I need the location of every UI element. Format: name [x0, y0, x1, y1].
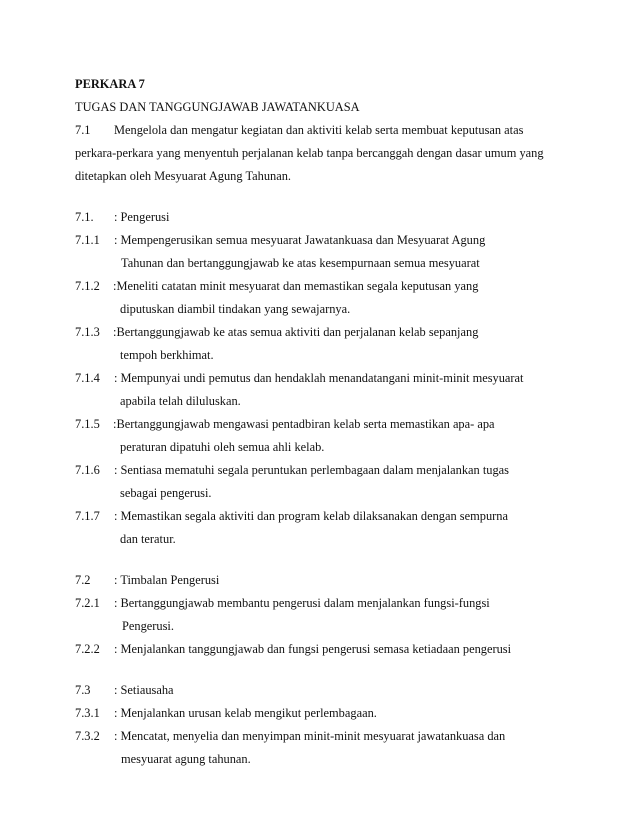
item-number: 7.1.2: [75, 279, 100, 293]
item-text: : Timbalan Pengerusi: [114, 573, 220, 587]
item-text: :Bertanggungjawab mengawasi pentadbiran kelab serta memastikan apa- apa: [113, 417, 495, 431]
item-text: : Bertanggungjawab membantu pengerusi dalam menjalankan fungsi-fungsi: [114, 596, 490, 610]
item-number: 7.1.6: [75, 463, 100, 477]
item-text: : Mencatat, menyelia dan menyimpan minit-minit mesyuarat jawatankuasa dan: [114, 729, 506, 743]
item-continuation: diputuskan diambil tindakan yang sewajarnya.: [120, 302, 351, 316]
item-text: : Setiausaha: [114, 683, 174, 697]
item-continuation: tempoh berkhimat.: [120, 348, 214, 362]
item-continuation: mesyuarat agung tahunan.: [121, 752, 251, 766]
item-number: 7.3: [75, 683, 91, 697]
item-continuation: Pengerusi.: [122, 619, 174, 633]
subheading: TUGAS DAN TANGGUNGJAWAB JAWATANKUASA: [75, 100, 360, 114]
item-continuation: peraturan dipatuhi oleh semua ahli kelab.: [120, 440, 325, 454]
item-number: 7.3.2: [75, 729, 100, 743]
item-text: : Sentiasa mematuhi segala peruntukan perlembagaan dalam menjalankan tugas: [114, 463, 509, 477]
heading: PERKARA 7: [75, 77, 145, 91]
item-text: :Bertanggungjawab ke atas semua aktiviti dan perjalanan kelab sepanjang: [113, 325, 479, 339]
item-text: : Memastikan segala aktiviti dan program kelab dilaksanakan dengan sempurna: [114, 509, 508, 523]
item-number: 7.1.3: [75, 325, 100, 339]
intro-line-2: perkara-perkara yang menyentuh perjalanan kelab tanpa bercanggah dengan dasar umum yang: [75, 146, 544, 160]
item-number: 7.1.4: [75, 371, 100, 385]
item-number: 7.1.: [75, 210, 94, 224]
item-number: 7.1.5: [75, 417, 100, 431]
item-continuation: apabila telah diluluskan.: [120, 394, 241, 408]
item-number: 7.1.1: [75, 233, 100, 247]
item-continuation: sebagai pengerusi.: [120, 486, 212, 500]
item-text: : Mempunyai undi pemutus dan hendaklah menandatangani minit-minit mesyuarat: [114, 371, 524, 385]
item-number: 7.2.1: [75, 596, 100, 610]
intro-line-3: ditetapkan oleh Mesyuarat Agung Tahunan.: [75, 169, 292, 183]
item-text: : Pengerusi: [114, 210, 170, 224]
intro-number: 7.1: [75, 123, 91, 137]
item-number: 7.2: [75, 573, 91, 587]
item-text: : Menjalankan urusan kelab mengikut perlembagaan.: [114, 706, 377, 720]
intro-line-1: Mengelola dan mengatur kegiatan dan aktiviti kelab serta membuat keputusan atas: [114, 123, 524, 137]
item-number: 7.3.1: [75, 706, 100, 720]
item-continuation: dan teratur.: [120, 532, 176, 546]
item-text: : Menjalankan tanggungjawab dan fungsi pengerusi semasa ketiadaan pengerusi: [114, 642, 512, 656]
item-number: 7.2.2: [75, 642, 100, 656]
item-text: :Meneliti catatan minit mesyuarat dan memastikan segala keputusan yang: [113, 279, 479, 293]
item-text: : Mempengerusikan semua mesyuarat Jawatankuasa dan Mesyuarat Agung: [114, 233, 486, 247]
item-continuation: Tahunan dan bertanggungjawab ke atas kesempurnaan semua mesyuarat: [121, 256, 480, 270]
item-number: 7.1.7: [75, 509, 100, 523]
